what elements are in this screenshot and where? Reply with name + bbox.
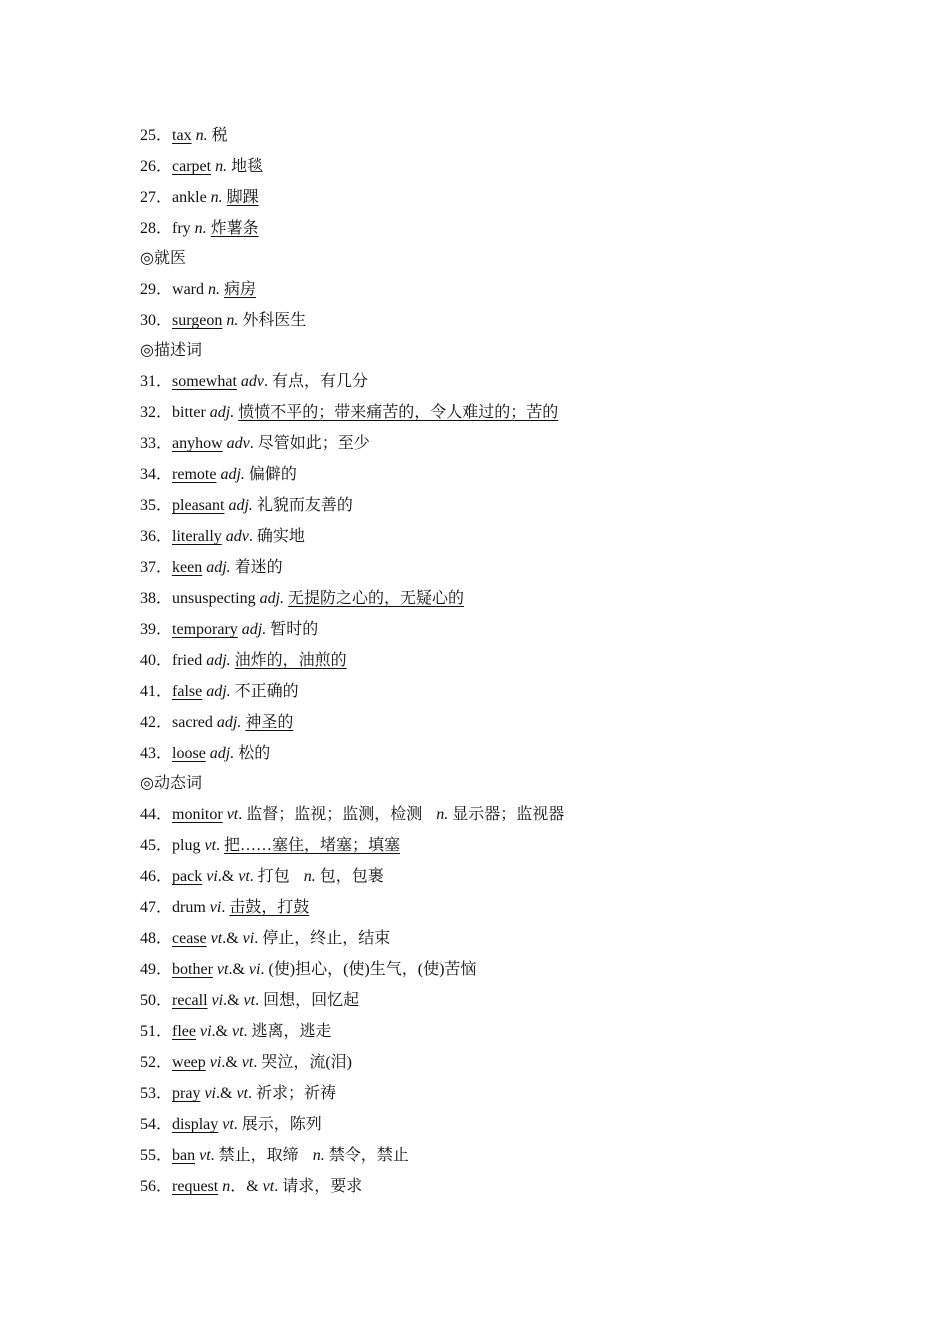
part-of-speech: adj. xyxy=(228,497,253,514)
entry-number: 30． xyxy=(140,312,173,329)
underlined-text: literally xyxy=(172,528,222,545)
underlined-text: ban xyxy=(172,1147,196,1164)
part-of-speech: vt xyxy=(226,806,239,823)
underlined-text: 油炸的，油煎的 xyxy=(234,652,347,669)
underlined-text: 无提防之心的，无疑心的 xyxy=(288,590,465,607)
entry-number: 56． xyxy=(140,1178,173,1195)
part-of-speech: vi xyxy=(209,1054,222,1071)
vocab-entry xyxy=(140,1047,900,1078)
vocab-entry xyxy=(140,923,900,954)
entry-text: . 禁止，取缔 xyxy=(210,1147,299,1164)
entry-text: . 请求，要求 xyxy=(274,1178,363,1195)
part-of-speech: n xyxy=(222,1178,231,1195)
part-of-speech: vi xyxy=(204,1085,216,1102)
underlined-text: tax xyxy=(172,127,192,144)
part-of-speech: vt xyxy=(232,1023,244,1040)
underlined-text: surgeon xyxy=(172,312,223,329)
section-title: ◎动态词 xyxy=(140,775,202,792)
entry-number: 53． xyxy=(140,1085,173,1102)
entry-text: fried xyxy=(172,652,203,669)
vocab-entry xyxy=(140,213,900,244)
section-title: ◎就医 xyxy=(140,250,186,267)
underlined-text: keen xyxy=(172,559,203,576)
part-of-speech: vt xyxy=(222,1116,234,1133)
vocab-entry xyxy=(140,428,900,459)
underlined-text: recall xyxy=(172,992,208,1009)
vocab-entry xyxy=(140,459,900,490)
entry-text: 暂时的 xyxy=(266,621,319,638)
entry-text: . 停止，终止，结束 xyxy=(254,930,391,947)
entry-text: 包，包裹 xyxy=(315,868,384,885)
entry-text: . 回想，回忆起 xyxy=(255,992,360,1009)
entry-number: 45． xyxy=(140,837,173,854)
part-of-speech: vi xyxy=(248,961,261,978)
part-of-speech: n. xyxy=(194,220,207,237)
vocab-entry xyxy=(140,830,900,861)
vocab-entry xyxy=(140,521,900,552)
underlined-text: remote xyxy=(172,466,217,483)
entry-number: 27． xyxy=(140,189,173,206)
part-of-speech: vt xyxy=(241,1054,254,1071)
vocab-entry xyxy=(140,707,900,738)
underlined-text: temporary xyxy=(172,621,238,638)
entry-text: .& xyxy=(228,961,249,978)
entry-text: . 监督；监视；监测，检测 xyxy=(238,806,423,823)
entry-text: 松的 xyxy=(234,745,271,762)
vocab-entry xyxy=(140,1078,900,1109)
part-of-speech: adj. xyxy=(209,404,235,421)
entry-number: 33． xyxy=(140,435,173,452)
underlined-text: 病房 xyxy=(224,281,257,298)
vocab-entry xyxy=(140,892,900,923)
underlined-text: pleasant xyxy=(172,497,225,514)
part-of-speech: vi xyxy=(200,1023,212,1040)
part-of-speech: n. xyxy=(303,868,316,885)
entry-number: 55． xyxy=(140,1147,173,1164)
underlined-text: flee xyxy=(172,1023,196,1040)
vocab-entry xyxy=(140,397,900,428)
part-of-speech: adj. xyxy=(220,466,245,483)
entry-text: .& xyxy=(211,1023,232,1040)
part-of-speech: adj. xyxy=(206,683,231,700)
part-of-speech: vt xyxy=(204,837,217,854)
vocab-entry xyxy=(140,738,900,769)
part-of-speech: n. xyxy=(436,806,449,823)
entry-text: . 祈求；祈祷 xyxy=(248,1085,337,1102)
entry-text: 礼貌而友善的 xyxy=(252,497,353,514)
entry-number: 52． xyxy=(140,1054,173,1071)
part-of-speech: adv xyxy=(225,528,249,545)
part-of-speech: adv xyxy=(226,435,250,452)
entry-text: sacred xyxy=(172,714,213,731)
vocab-entry xyxy=(140,490,900,521)
section-heading xyxy=(140,336,900,366)
entry-number: 49． xyxy=(140,961,173,978)
entry-number: 40． xyxy=(140,652,173,669)
vocab-entry xyxy=(140,305,900,336)
entry-number: 28． xyxy=(140,220,173,237)
part-of-speech: adj. xyxy=(209,745,235,762)
part-of-speech: vi xyxy=(242,930,255,947)
entry-text: 外科医生 xyxy=(238,312,307,329)
entry-number: 29． xyxy=(140,281,173,298)
entry-text: unsuspecting xyxy=(172,590,256,607)
entry-text: . 逃离，逃走 xyxy=(243,1023,332,1040)
entry-text: fry xyxy=(172,220,191,237)
entry-number: 46． xyxy=(140,868,173,885)
entry-text: 不正确的 xyxy=(230,683,299,700)
vocab-entry xyxy=(140,1016,900,1047)
underlined-text: carpet xyxy=(172,158,212,175)
part-of-speech: adj. xyxy=(206,652,231,669)
vocabulary-list xyxy=(140,120,900,1202)
vocab-entry xyxy=(140,151,900,182)
entry-text: . 尽管如此；至少 xyxy=(249,435,370,452)
entry-text: ward xyxy=(172,281,204,298)
part-of-speech: adj. xyxy=(206,559,231,576)
entry-text: . 展示，陈列 xyxy=(233,1116,322,1133)
part-of-speech: n. xyxy=(210,189,223,206)
vocab-entry xyxy=(140,120,900,151)
entry-number: 54． xyxy=(140,1116,173,1133)
entry-text: plug xyxy=(172,837,201,854)
vocab-entry xyxy=(140,985,900,1016)
part-of-speech: adj. xyxy=(216,714,242,731)
underlined-text: 脚踝 xyxy=(226,189,259,206)
underlined-text: pack xyxy=(172,868,203,885)
underlined-text: anyhow xyxy=(172,435,223,452)
entry-number: 43． xyxy=(140,745,173,762)
vocab-entry xyxy=(140,614,900,645)
part-of-speech: n. xyxy=(226,312,239,329)
vocab-entry xyxy=(140,954,900,985)
part-of-speech: vi xyxy=(211,992,224,1009)
underlined-text: false xyxy=(172,683,203,700)
underlined-text: display xyxy=(172,1116,219,1133)
part-of-speech: vt xyxy=(199,1147,211,1164)
entry-text: 税 xyxy=(207,127,228,144)
entry-number: 44． xyxy=(140,806,173,823)
section-title: ◎描述词 xyxy=(140,342,202,359)
entry-number: 32． xyxy=(140,404,173,421)
entry-text: drum xyxy=(172,899,206,916)
entry-number: 39． xyxy=(140,621,173,638)
part-of-speech: vi xyxy=(206,868,218,885)
entry-number: 25． xyxy=(140,127,173,144)
vocab-entry xyxy=(140,583,900,614)
entry-number: 26． xyxy=(140,158,173,175)
entry-text: bitter xyxy=(172,404,206,421)
entry-text: .& xyxy=(222,930,243,947)
vocab-entry xyxy=(140,645,900,676)
underlined-text: pray xyxy=(172,1085,201,1102)
entry-text: . 有点，有几分 xyxy=(264,373,369,390)
underlined-text: weep xyxy=(172,1054,206,1071)
part-of-speech: vt xyxy=(236,1085,248,1102)
part-of-speech: vt xyxy=(243,992,256,1009)
entry-number: 34． xyxy=(140,466,173,483)
entry-number: 42． xyxy=(140,714,173,731)
entry-text: . 确实地 xyxy=(248,528,305,545)
vocab-entry xyxy=(140,366,900,397)
underlined-text: 击鼓，打鼓 xyxy=(229,899,310,916)
vocab-entry xyxy=(140,1140,900,1171)
section-heading xyxy=(140,244,900,274)
part-of-speech: adv xyxy=(240,373,264,390)
entry-text: .& xyxy=(216,1085,237,1102)
underlined-text: bother xyxy=(172,961,213,978)
entry-text: ankle xyxy=(172,189,207,206)
entry-number: 37． xyxy=(140,559,173,576)
entry-number: 31． xyxy=(140,373,173,390)
entry-text: .& xyxy=(217,868,239,885)
part-of-speech: vi xyxy=(209,899,222,916)
vocab-entry xyxy=(140,274,900,305)
part-of-speech: adj. xyxy=(259,590,285,607)
underlined-text: monitor xyxy=(172,806,223,823)
entry-text: 地毯 xyxy=(227,158,264,175)
entry-number: 35． xyxy=(140,497,173,514)
entry-number: 48． xyxy=(140,930,173,947)
part-of-speech: vt xyxy=(216,961,229,978)
entry-text: .& xyxy=(221,1054,242,1071)
entry-text: 显示器；监视器 xyxy=(448,806,565,823)
part-of-speech: n. xyxy=(215,158,228,175)
entry-text: . 哭泣，流(泪) xyxy=(253,1054,352,1071)
part-of-speech: adj. xyxy=(241,621,267,638)
entry-number: 41． xyxy=(140,683,173,700)
entry-text: .& xyxy=(223,992,244,1009)
underlined-text: 神圣的 xyxy=(245,714,294,731)
entry-number: 47． xyxy=(140,899,173,916)
section-heading xyxy=(140,769,900,799)
part-of-speech: n. xyxy=(195,127,208,144)
vocab-entry xyxy=(140,552,900,583)
vocab-entry xyxy=(140,799,900,830)
part-of-speech: vt xyxy=(210,930,223,947)
entry-text: . (使)担心，(使)生气，(使)苦恼 xyxy=(260,961,477,978)
entry-text: . xyxy=(216,837,225,854)
part-of-speech: n. xyxy=(208,281,220,298)
underlined-text: request xyxy=(172,1178,219,1195)
entry-number: 51． xyxy=(140,1023,173,1040)
part-of-speech: vt xyxy=(262,1178,275,1195)
vocab-entry xyxy=(140,1109,900,1140)
underlined-text: loose xyxy=(172,745,206,762)
underlined-text: 炸薯条 xyxy=(210,220,259,237)
vocab-entry xyxy=(140,676,900,707)
underlined-text: 愤愤不平的；带来痛苦的，令人难过的；苦的 xyxy=(238,404,559,421)
vocab-entry xyxy=(140,1171,900,1202)
entry-text: ．& xyxy=(230,1178,263,1195)
entry-text: . 打包 xyxy=(249,868,290,885)
underlined-text: 把……塞住，堵塞；填塞 xyxy=(224,837,401,854)
part-of-speech: n. xyxy=(312,1147,325,1164)
entry-number: 38． xyxy=(140,590,173,607)
entry-text: 禁令，禁止 xyxy=(324,1147,409,1164)
vocab-entry xyxy=(140,861,900,892)
entry-number: 36． xyxy=(140,528,173,545)
entry-text: 偏僻的 xyxy=(244,466,297,483)
entry-text: . xyxy=(221,899,230,916)
underlined-text: cease xyxy=(172,930,207,947)
vocab-entry xyxy=(140,182,900,213)
part-of-speech: vt xyxy=(238,868,250,885)
underlined-text: somewhat xyxy=(172,373,237,390)
entry-number: 50． xyxy=(140,992,173,1009)
entry-text: 着迷的 xyxy=(230,559,283,576)
